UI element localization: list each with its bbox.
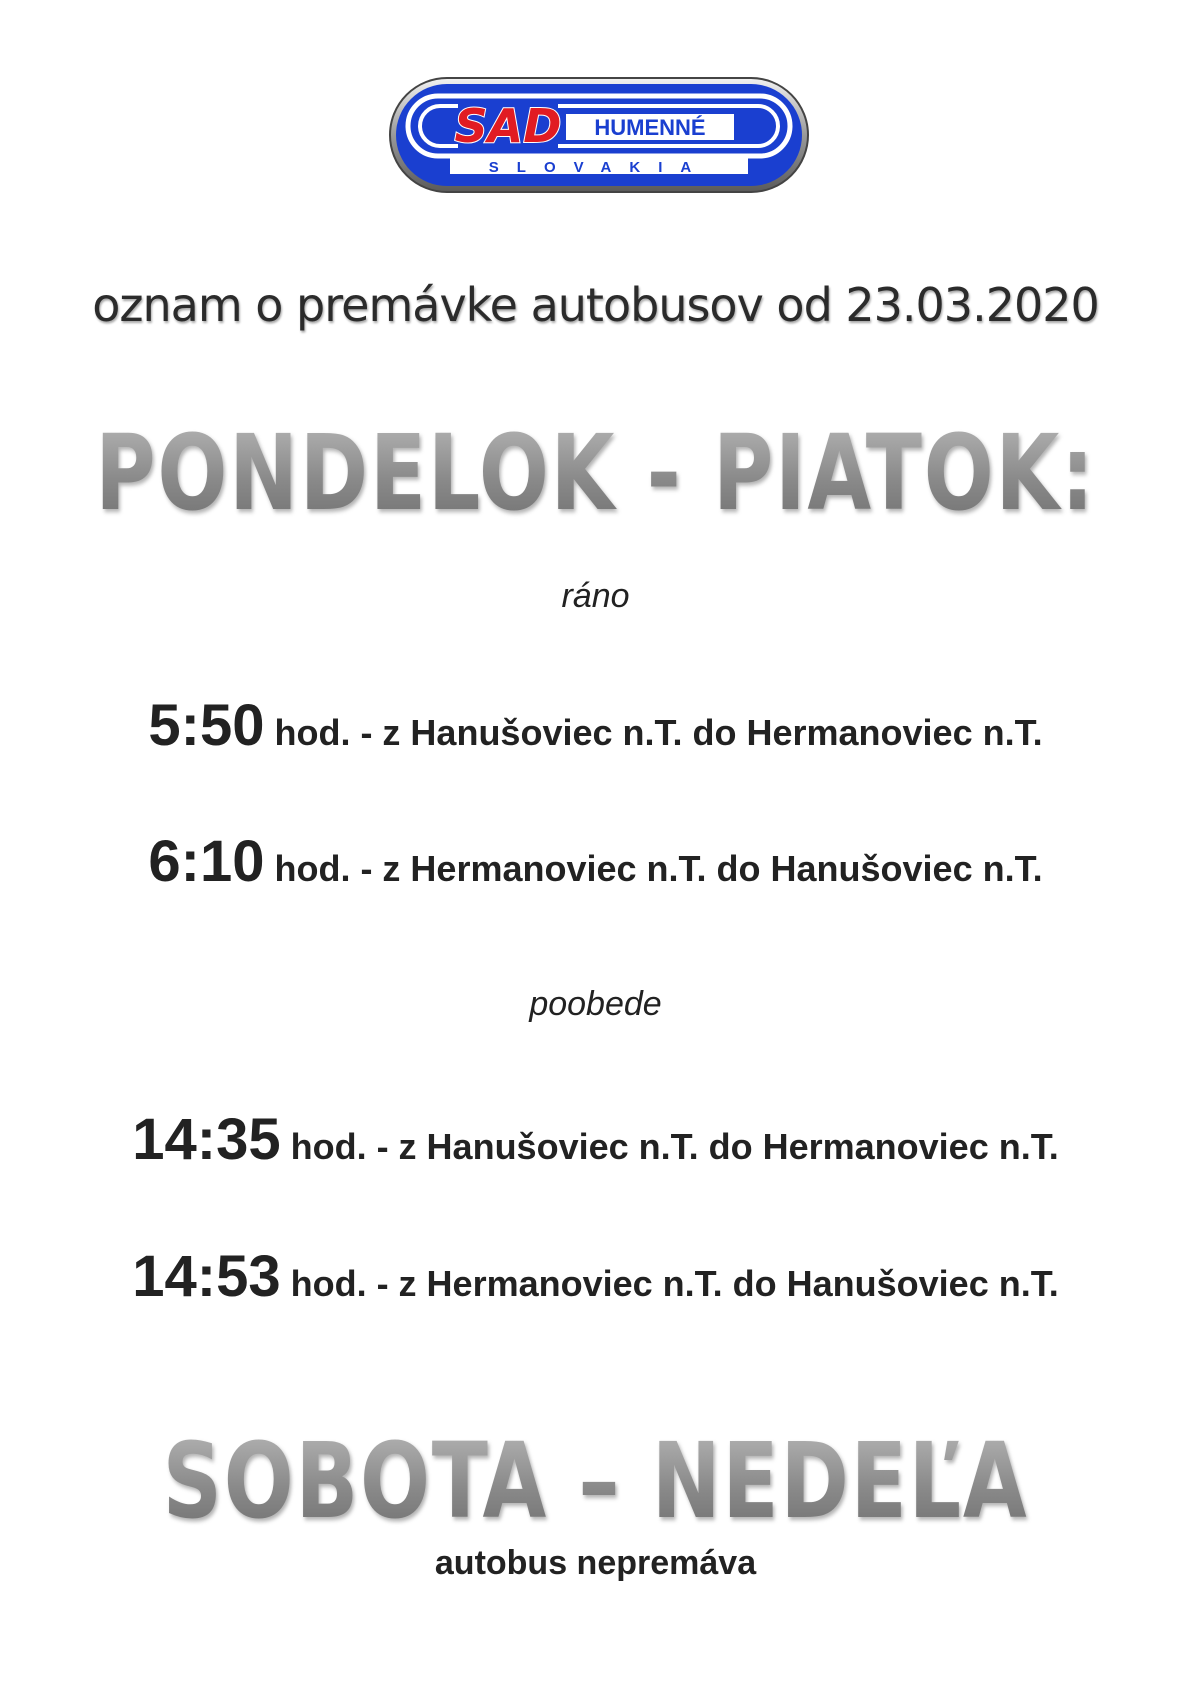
trip-description: hod. - z Hanušoviec n.T. do Hermanoviec n.T. — [274, 712, 1043, 753]
trip-time: 6:10 — [148, 829, 265, 894]
trip-row — [0, 828, 1191, 895]
weekend-heading: SOBOTA – NEDEĽA — [71, 1420, 1119, 1542]
trip-time: 14:53 — [132, 1244, 281, 1309]
trip-row — [0, 1243, 1191, 1310]
logo-city-text: HUMENNÉ — [594, 115, 706, 140]
logo-country-text: SLOVAKIA — [488, 159, 710, 176]
morning-label: ráno — [561, 577, 630, 615]
trip-time: 5:50 — [148, 693, 265, 758]
trip-description: hod. - z Hermanoviec n.T. do Hanušoviec n.T. — [274, 848, 1043, 889]
afternoon-label: poobede — [529, 985, 662, 1023]
sad-logo-graphic — [388, 76, 810, 194]
trip-time: 14:35 — [132, 1107, 281, 1172]
logo-brand-text: SAD — [454, 99, 562, 153]
notice-title: oznam o premávke autobusov od 23.03.2020 — [92, 278, 1099, 332]
sad-humenne-logo — [388, 76, 810, 194]
trip-row — [0, 692, 1191, 759]
trip-row — [0, 1106, 1191, 1173]
weekend-note: autobus nepremáva — [434, 1544, 757, 1582]
weekday-heading: PONDELOK - PIATOK: — [71, 412, 1119, 534]
trip-description: hod. - z Hanušoviec n.T. do Hermanoviec n.T. — [290, 1126, 1059, 1167]
trip-description: hod. - z Hermanoviec n.T. do Hanušoviec n.T. — [290, 1263, 1059, 1304]
